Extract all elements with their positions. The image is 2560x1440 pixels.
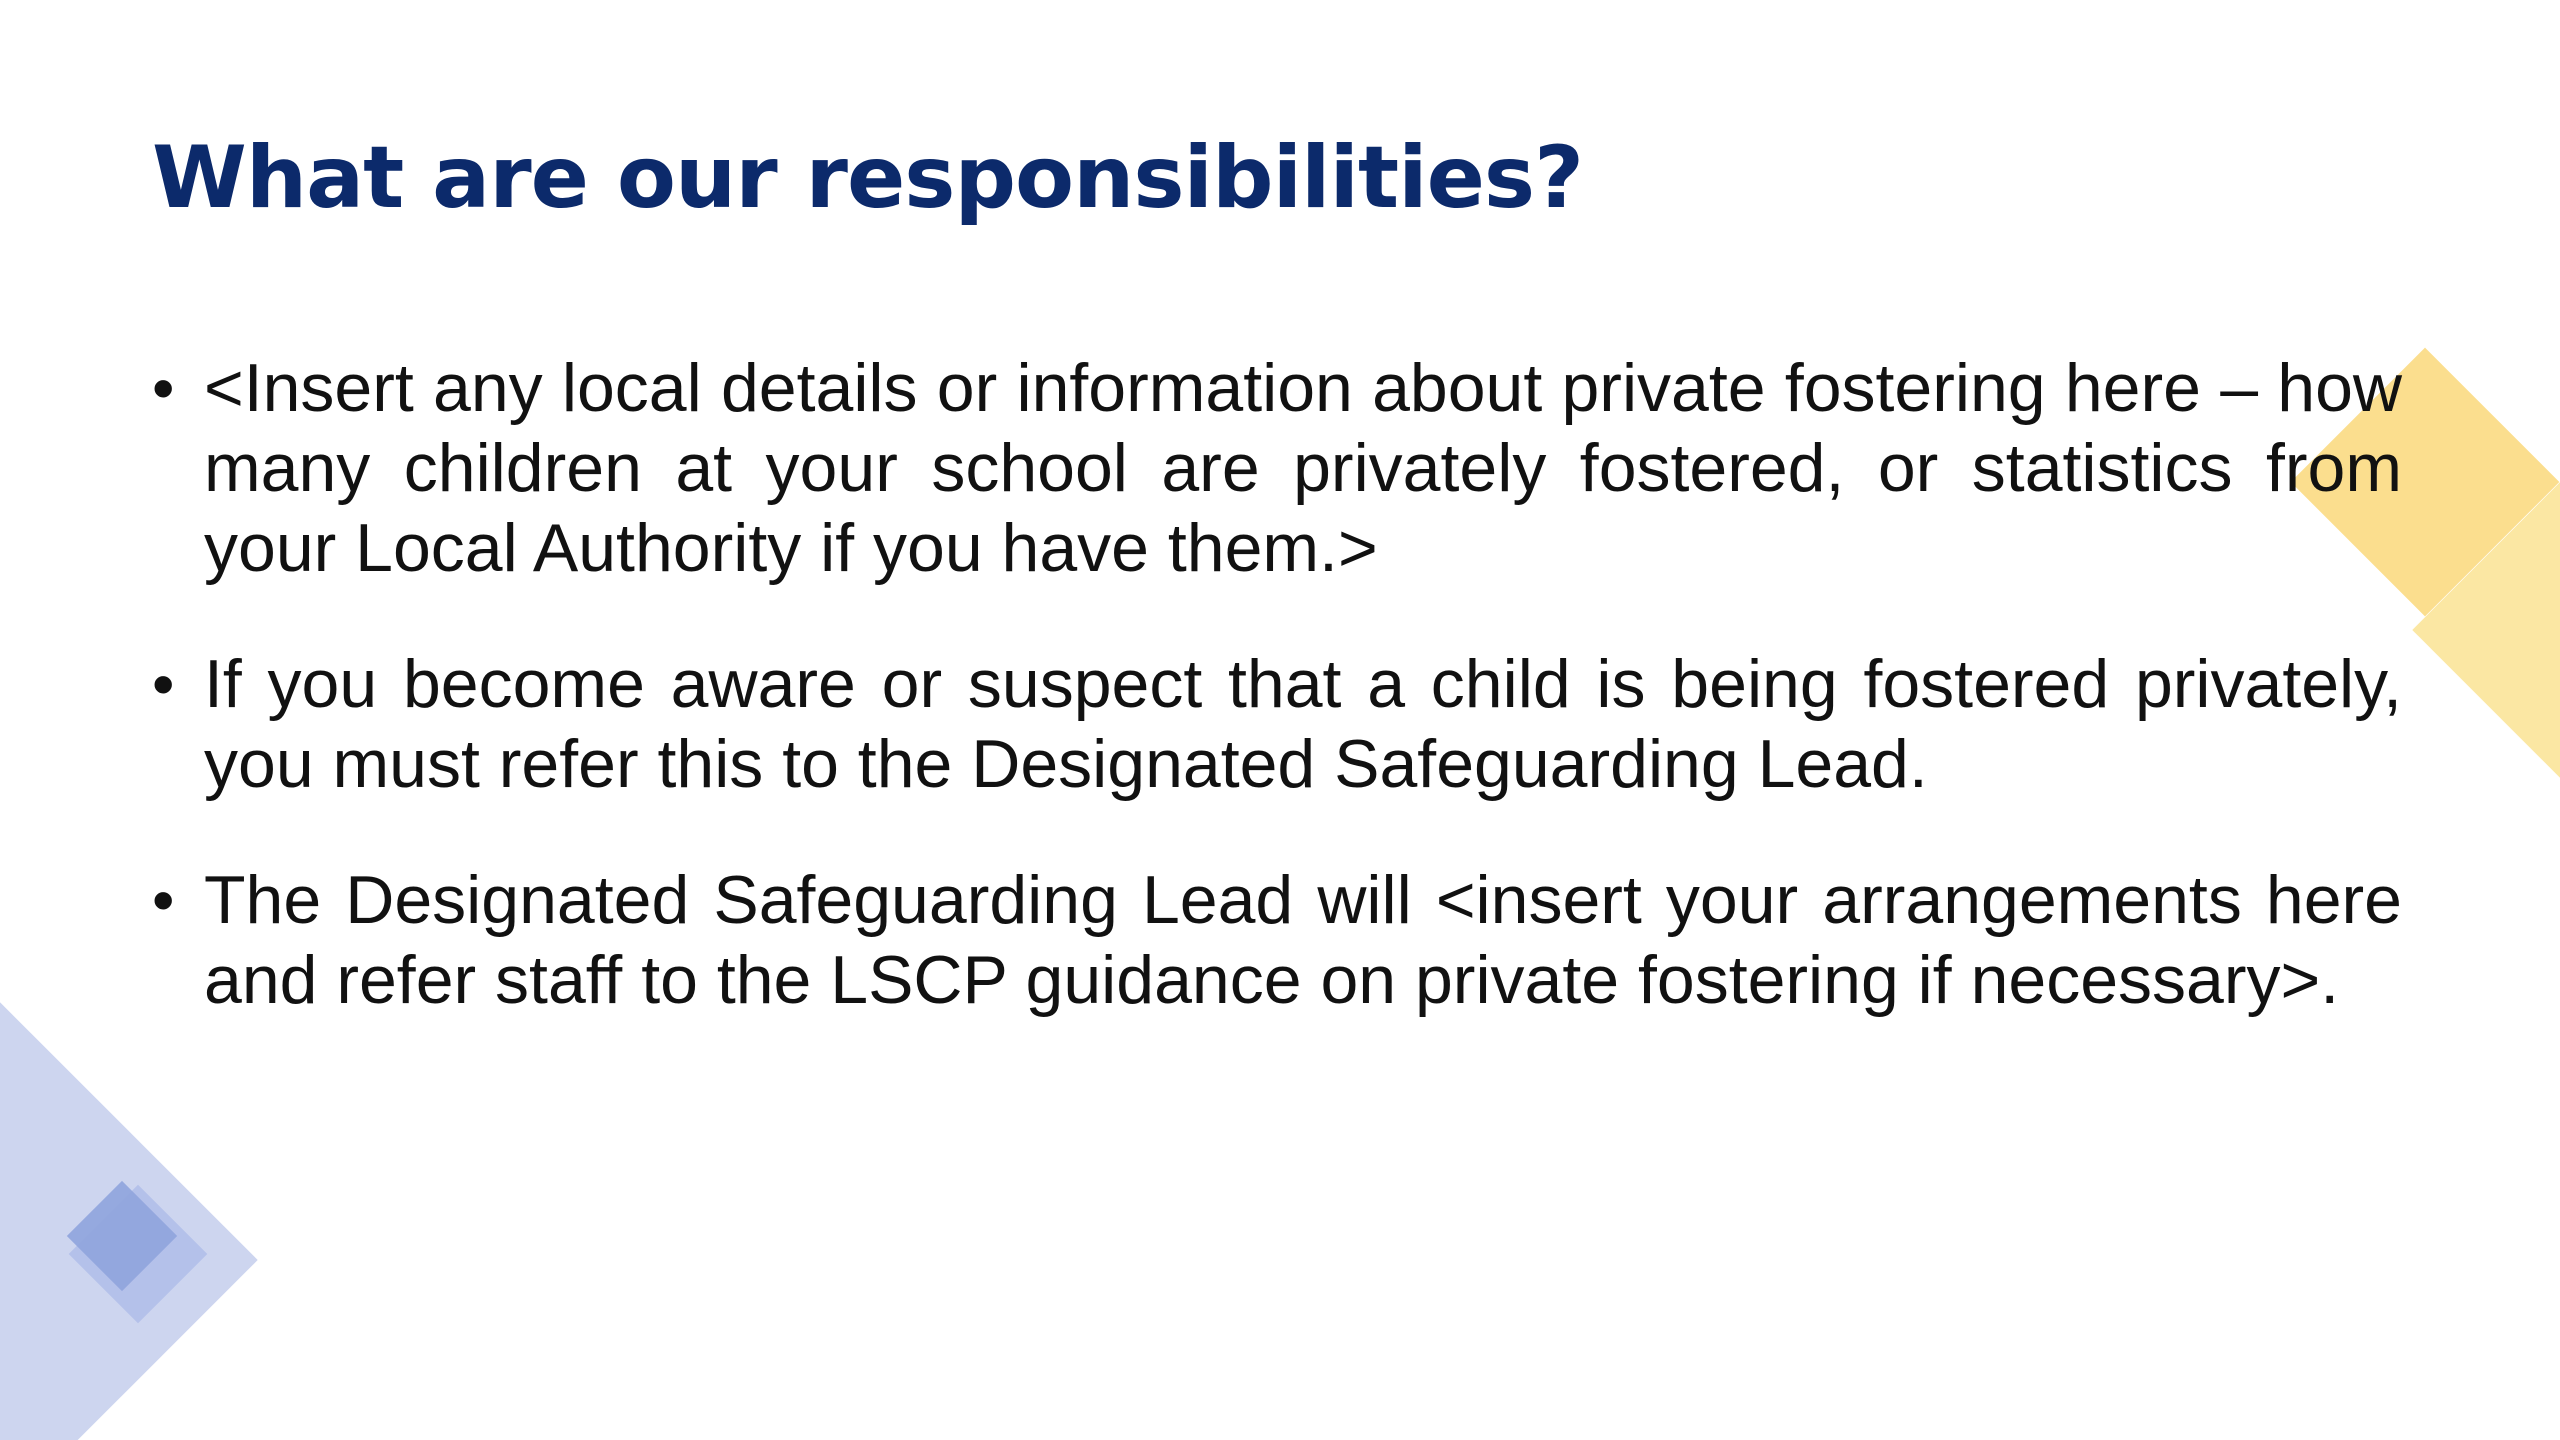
bullet-text: <Insert any local details or information about private fostering here – how many children at your school are privately fostered, or statistics from your Local Authority if you have them.> xyxy=(204,350,2402,586)
bullet-icon: • xyxy=(152,352,175,424)
slide-title: What are our responsibilities? xyxy=(152,128,1583,228)
bullet-list xyxy=(152,348,2402,1076)
bullet-text: The Designated Safeguarding Lead will <insert your arrangements here and refer staff to the LSCP guidance on private fostering if necessary>. xyxy=(204,862,2402,1018)
bullet-item xyxy=(152,860,2402,1020)
bullet-item xyxy=(152,644,2402,804)
bullet-item xyxy=(152,348,2402,588)
bullet-icon: • xyxy=(152,648,175,720)
bullet-text: If you become aware or suspect that a child is being fostered privately, you must refer this to the Designated Safeguarding Lead. xyxy=(204,646,2402,802)
bullet-icon: • xyxy=(152,864,175,936)
